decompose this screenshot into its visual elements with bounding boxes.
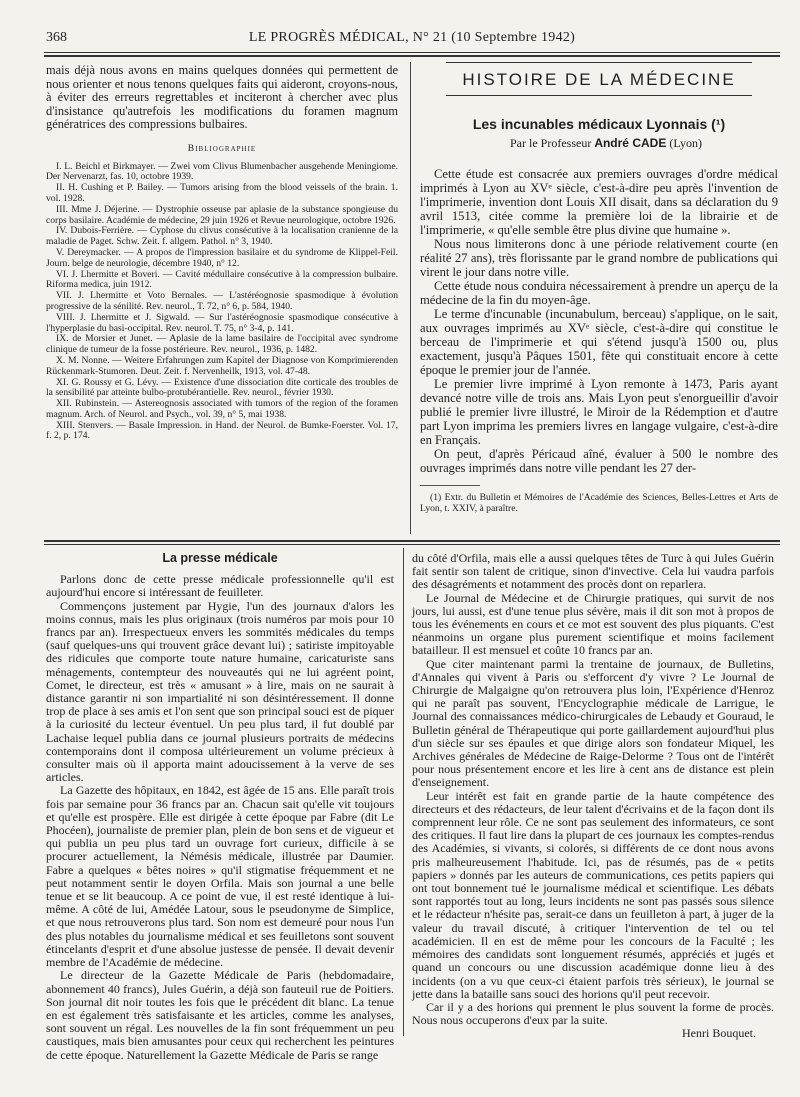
- press-left-column: [46, 552, 394, 1062]
- byline-author: André CADE: [594, 136, 667, 151]
- article-paragraph: Le premier livre imprimé à Lyon remonte à 1473, Paris ayant devancé notre ville de trois ans. Mais Lyon peut s'enorgueillir d'avoir publié le premier livre illustré, le Miroir de la Rédemption et d'autre part Lyon imprima les premiers livres en langage vulgaire, c'est-à-dire en Français.: [420, 376, 778, 447]
- article-paragraph: Cette étude est consacrée aux premiers ouvrages d'ordre médical imprimés à Lyon au XVᵉ siècle, c'est-à-dire peu après l'invention de l'imprimerie, invention dont Louis XII disait, dans sa déclaration du 9 avril 1513, citée comme la première loi de la librairie et de l'imprimerie, « qu'elle semble être plus divine que humaine ».: [420, 166, 778, 237]
- box-rule-top-thin: [44, 544, 780, 545]
- press-paragraph: La Gazette des hôpitaux, en 1842, est âgée de 15 ans. Elle paraît trois fois par semaine pour 36 francs par an. Chacun sait qu'elle vit toujours et qu'elle est prospère. Elle est dirigée à cette époque par Fabre (dit Le Phocéen), journaliste de premier plan, plein de bon sens et de vigueur et qui publia un peu plus tard un ouvrage fort curieux, difficile à se procurer actuellement, la Némésis médicale, illustrée par Daumier. Fabre a quelques « bêtes noires » qu'il stigmatise fréquemment et ne peut notamment sentir le doyen Orfila. Mais son journal a une belle tenue et se lit beaucoup. A ce point de vue, il est resté identique à lui-même. A côté de lui, Amédée Latour, sous le pseudonyme de Simplice, et que nous retrouverons plus tard. Son nom est demeuré pour nous l'un des plus notables du journalisme médical et ses feuilletons sont souvent étincelants d'esprit et d'une absolue justesse de pensée. Il devait devenir membre de l'Académie de médecine.: [46, 783, 394, 970]
- bibliography-entry: IV. Dubois-Ferrière. — Cyphose du clivus consécutive à la localisation cranienne de la maladie de Paget. Schw. Zeit. f. allgem. Pathol. n° 3, 1940.: [46, 225, 398, 248]
- running-header: [44, 28, 780, 50]
- bibliography-entry: I. L. Beichl et Birkmayer. — Zwei vom Clivus Blumenbacher ausgehende Meningiome. Der Nervenarzt, fas. 10, octobre 1939.: [46, 160, 398, 183]
- press-title: La presse médicale: [162, 551, 278, 565]
- press-paragraph: Car il y a des horions qui prennent le plus souvent la forme de procès. Nous nous occuperons d'eux par la suite.: [412, 999, 774, 1028]
- bibliography-entry: XI. G. Roussy et G. Lévy. — Existence d'une dissociation dite corticale des troubles de la sensibilité par atteinte bulbo-protubérantielle. Rev. neurol., février 1930.: [46, 376, 398, 399]
- bibliography-entry: XIII. Stenvers. — Basale Impression. in Hand. der Neurol. de Bumke-Foerster. Vol. 17, f. 2, p. 174.: [46, 419, 398, 442]
- press-paragraph: Le Journal de Médecine et de Chirurgie pratiques, qui survit de nos jours, lui aussi, est d'une tenue plus sévère, mais il dit son mot à propos de tous les événements en cours et ce mot est souvent des plus piquants. C'est néanmoins un organe plus purement scientifique et moins facilement batailleur. Il est mensuel et coûte 10 francs par an.: [412, 590, 774, 658]
- section-title: HISTOIRE DE LA MÉDECINE: [462, 70, 736, 89]
- bibliography-entry: II. H. Cushing et P. Bailey. — Tumors arising from the blood veissels of the brain. 1. vol. 1928.: [46, 182, 398, 204]
- article-title: Les incunables médicaux Lyonnais (¹): [472, 115, 726, 132]
- byline-suffix: (Lyon): [669, 136, 702, 151]
- press-paragraph: Le directeur de la Gazette Médicale de Paris (hebdomadaire, abonnement 40 francs), Jules Guérin, a déjà son fauteuil rue de Poitiers. Son journal dit noir toutes les fois que le précédent dit blanc. La tenue en est également très satisfaisante et les articles, comme les analyses, sont souvent un régal. Les nouvelles de la fin sont fréquemment un peu caustiques, mais bien amusantes pour ceux qui recherchent les peintures de cette époque. Naturellement la Gazette Médicale de Paris se range: [46, 968, 394, 1062]
- press-paragraph: du côté d'Orfila, mais elle a aussi quelques têtes de Turc à qui Jules Guérin fait sentir son talent de critique, sinon d'invective. Cela lui vaudra parfois des désagréments et notamment des procès dont on reparlera.: [412, 551, 774, 592]
- press-paragraph: Parlons donc de cette presse médicale professionnelle qu'il est aujourd'hui encore si intéressant de feuilleter.: [46, 572, 394, 600]
- header-rule: [44, 52, 780, 53]
- footnote-rule: [420, 485, 480, 486]
- bibliography-entry: XII. Rubinstein. — Astereognosis associated with tumors of the region of the foramen magnum. Arch. of Neurol. and Psych., vol. 39, n° 5, mai 1938.: [46, 398, 398, 420]
- article-body: [420, 167, 778, 475]
- bibliography-heading: Bibliographie: [187, 142, 257, 154]
- box-rule-top: [44, 540, 780, 542]
- article-paragraph: Cette étude nous conduira nécessairement à prendre un aperçu de la médecine de la fin du moyen-âge.: [420, 278, 778, 307]
- intro-paragraph: mais déjà nous avons en mains quelques données qui permettent de nous orienter et nous tenons quelques faits qui aideront, croyons-nous, à éviter des erreurs regrettables et inciteront à chercher avec plus d'insistance qu'autrefois les modifications du foramen magnum génératrices des compressions bulbaires.: [46, 63, 398, 132]
- press-paragraph: Leur intérêt est fait en grande partie de la haute compétence des directeurs et des rédacteurs, de leur talent d'écrivains et de la façon dont ils comprennent leur rôle. Ce ne sont pas seulement des informateurs, ce sont des critiques. Il faut lire dans la plupart de ces journaux les comptes-rendus des Académies, si vivants, si colorés, si différents de ce dont nous avons pris malheureusement l'habitude. Ici, pas de résumés, pas de « petits papiers » donnés par les auteurs de communications, ces petits papiers qui ont tout bonnement tué le journalisme médical et scientifique. Les débats sont rapportés tout au long, leurs incidents ne sont pas passés sous silence et le rédacteur n'hésite pas, serait-ce dans un feuilleton à part, à juger de la valeur du travail discuté, à critiquer l'intervention de tel ou tel académicien. Il en est de même pour les concours de la Faculté ; les mémoires des candidats sont longuement résumés, appréciés et jugés et quand un concours ou une discussion académique donne lieu à des incidents (on a vu que ceux-ci étaient parfois très sérieux), le journal se jette dans la bataille sans souci des horions qu'il peut recevoir.: [412, 788, 774, 1001]
- press-paragraph: Que citer maintenant parmi la trentaine de journaux, de Bulletins, d'Annales qui vivent à Paris ou s'efforcent d'y vivre ? Le Journal de Chirurgie de Malgaigne qu'on retrouvera plus loin, l'Expérience d'Henroz qui ne paraît pas souvent, l'Encyclographie médicale de Larrigue, le Journal des connaissances médico-chirurgicales de Lebaudy et Gouraud, le Bulletin général de Thérapeutique qui porte gaillardement aujourd'hui plus d'un siècle sur ses épaules et que dirige alors son fondateur Miquel, les Archives générales de Médecine de Raige-Delorme ? Tous ont de l'intérêt pour nous présentement encore et les lire à cent ans de distance est plein d'enseignement.: [412, 656, 774, 790]
- running-title: LE PROGRÈS MÉDICAL, N° 21 (10 Septembre 1942): [248, 30, 576, 45]
- article-paragraph: Nous nous limiterons donc à une période relativement courte (en réalité 27 ans), très florissante par le grand nombre de publications qui virent le jour dans notre ville.: [420, 236, 778, 279]
- byline-prefix: Par le Professeur: [510, 136, 592, 151]
- article-paragraph: On peut, d'après Péricaud aîné, évaluer à 500 le nombre des ouvrages imprimés dans notre ville pendant les 27 der-: [420, 446, 778, 475]
- article-paragraph: Le terme d'incunable (incunabulum, berceau) s'applique, on le sait, aux ouvrages imprimés au XVᵉ siècle, c'est-à-dire qui constitue le berceau de l'imprimerie et qui s'étend jusqu'à 1500 ou, plus exactement, jusqu'à Pâques 1501, fête qui constituait encore à cette époque le premier jour de l'année.: [420, 306, 778, 377]
- bibliography-entry: V. Dereymacker. — A propos de l'impression basilaire et du syndrome de Klippel-Feil. Journ. belge de neurologie, décembre 1940, n° 12.: [46, 246, 398, 269]
- bibliography-list: [46, 162, 398, 443]
- column-divider-top: [410, 62, 411, 534]
- top-left-column: [46, 64, 398, 442]
- signature: Henri Bouquet.: [682, 1026, 756, 1041]
- bibliography-entry: VII. J. Lhermitte et Voto Bernales. — L'astéréognosie spasmodique à évolution progressive de la sénilité. Rev. neurol., T. 72, n° 6, p. 584, 1940.: [46, 290, 398, 312]
- page-number: 368: [46, 30, 67, 45]
- column-divider-bottom: [403, 548, 404, 1036]
- bibliography-entry: III. Mme J. Déjerine. — Dystrophie osseuse par aplasie de la substance spongieuse du corps basilaire. Académie de médecine, 29 juin 1926 et Revue neurologique, octobre 1926.: [46, 203, 398, 226]
- top-right-column: [420, 62, 778, 514]
- header-rule-thick: [44, 55, 780, 57]
- bibliography-entry: VIII. J. Lhermitte et J. Sigwald. — Sur l'astéréognosie spasmodique consécutive à l'hyperplasie du basi-occipital. Rev. neurol. T. 75, n° 3-4, p. 141.: [46, 311, 398, 334]
- footnote: [420, 492, 778, 514]
- press-paragraph: Commençons justement par Hygie, l'un des journaux d'alors les moins connus, mais les plus originaux (trois numéros par mois pour 10 francs par an). Irrespectueux envers les sommités médicales du temps (sauf quelques-uns qui trouvent grâce devant lui) ; satiriste impitoyable des ridicules que comporte toute nature humaine, caricaturiste sans ménagements, contempteur des nouveautés qui ne lui agréent point, Comet, le directeur, est très « amusant » à lire, mais on ne saurait à distance garantir ni son impartialité ni son désintéressement. Il donne trop de place à ses amis et l'on sent que son principal souci est de piquer à la curiosité du lecteur éventuel. Un peu plus tard, il fut doublé par Lachaise lequel publia dans ce journal plusieurs portraits de médecins contemporains dont il composa ultérieurement un volume précieux à consulter mais où il apporta maint adoucissement à la verve de ses articles.: [46, 598, 394, 785]
- section-title-frame: [446, 62, 752, 96]
- bibliography-entry: VI. J. Lhermitte et Boveri. — Cavité médullaire consécutive à la compression bulbaire. Riforma medica, juin 1912.: [46, 268, 398, 291]
- bibliography-entry: X. M. Nonne. — Weitere Erfahrungen zum Kapitel der Diagnose von Komprimierenden Rückenmark-Stumoren. Deut. Zeit. f. Nervenheilk, 1913, vol. 47-48.: [46, 354, 398, 377]
- byline: [420, 137, 778, 151]
- press-right-column: [412, 552, 774, 1041]
- bibliography-entry: IX. de Morsier et Junet. — Aplasie de la lame basilaire de l'occipital avec syndrome clinique de tumeur de la fosse postérieure. Rev. neurol., 1936, p. 1482.: [46, 333, 398, 356]
- footnote-text: (1) Extr. du Bulletin et Mémoires de l'Académie des Sciences, Belles-Lettres et Arts de Lyon, t. XXIV, à paraître.: [420, 491, 778, 514]
